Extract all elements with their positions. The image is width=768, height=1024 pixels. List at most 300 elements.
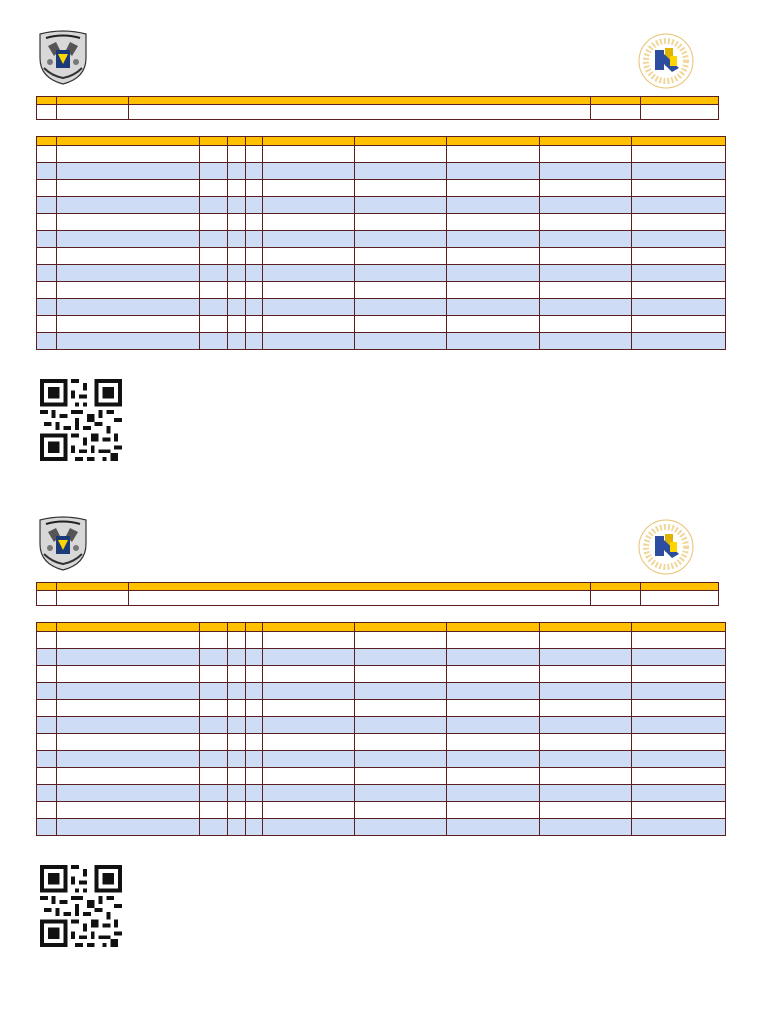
table-row	[37, 333, 726, 350]
grades-cell	[57, 683, 200, 700]
grades-cell	[246, 197, 263, 214]
grades-cell	[37, 700, 57, 717]
grades-cell	[57, 214, 200, 231]
grades-header-cell	[57, 137, 200, 146]
grades-cell	[355, 734, 447, 751]
grades-cell	[37, 333, 57, 350]
grades-header-cell	[37, 623, 57, 632]
grades-cell	[632, 146, 726, 163]
grades-cell	[447, 768, 540, 785]
grades-cell	[228, 683, 246, 700]
info-cell	[641, 591, 719, 606]
grades-cell	[632, 299, 726, 316]
table-row	[37, 768, 726, 785]
grades-cell	[57, 163, 200, 180]
grades-cell	[540, 632, 632, 649]
grades-cell	[57, 785, 200, 802]
grades-cell	[447, 180, 540, 197]
info-cell	[37, 105, 57, 120]
table-row	[37, 248, 726, 265]
info-header-cell	[129, 583, 591, 591]
grades-cell	[447, 146, 540, 163]
grades-cell	[200, 734, 228, 751]
grades-cell	[57, 180, 200, 197]
grades-header-cell	[228, 623, 246, 632]
student-info-table	[36, 582, 719, 606]
grades-cell	[200, 802, 228, 819]
grades-cell	[355, 751, 447, 768]
grades-header-cell	[447, 137, 540, 146]
table-row	[37, 666, 726, 683]
grades-cell	[200, 282, 228, 299]
grades-cell	[263, 231, 355, 248]
table-row	[37, 231, 726, 248]
info-cell	[129, 105, 591, 120]
grades-cell	[246, 734, 263, 751]
grades-cell	[200, 785, 228, 802]
unam-seal-icon	[34, 28, 92, 86]
info-cell	[37, 591, 57, 606]
grades-cell	[355, 214, 447, 231]
qr-code-icon	[40, 864, 122, 948]
grades-cell	[355, 180, 447, 197]
grades-cell	[540, 231, 632, 248]
grades-cell	[447, 299, 540, 316]
info-header-cell	[37, 583, 57, 591]
grades-cell	[355, 333, 447, 350]
grades-header-cell	[632, 137, 726, 146]
grades-cell	[447, 632, 540, 649]
grades-cell	[632, 802, 726, 819]
info-cell	[129, 591, 591, 606]
grades-cell	[246, 785, 263, 802]
grades-cell	[540, 265, 632, 282]
grades-cell	[37, 819, 57, 836]
grades-cell	[246, 717, 263, 734]
info-cell	[591, 105, 641, 120]
grades-cell	[263, 197, 355, 214]
grades-cell	[447, 717, 540, 734]
grades-cell	[263, 146, 355, 163]
unam-seal-icon	[34, 514, 92, 572]
table-row	[37, 146, 726, 163]
grades-header-cell	[200, 623, 228, 632]
grades-cell	[228, 802, 246, 819]
table-row	[37, 700, 726, 717]
grades-cell	[447, 683, 540, 700]
grades-cell	[228, 734, 246, 751]
grades-cell	[263, 180, 355, 197]
grades-cell	[200, 163, 228, 180]
grades-cell	[200, 717, 228, 734]
grades-cell	[540, 683, 632, 700]
grades-cell	[263, 299, 355, 316]
grades-table	[36, 622, 726, 836]
grades-cell	[200, 819, 228, 836]
grades-cell	[263, 717, 355, 734]
grades-cell	[37, 683, 57, 700]
grades-cell	[447, 802, 540, 819]
table-row	[37, 180, 726, 197]
grades-cell	[540, 785, 632, 802]
grades-cell	[200, 700, 228, 717]
grades-cell	[228, 163, 246, 180]
grades-cell	[263, 666, 355, 683]
info-header-row	[37, 583, 719, 591]
grades-cell	[632, 768, 726, 785]
grades-header-row	[37, 137, 726, 146]
grades-cell	[37, 649, 57, 666]
grades-cell	[37, 751, 57, 768]
grades-cell	[632, 333, 726, 350]
grades-cell	[57, 717, 200, 734]
grades-cell	[228, 197, 246, 214]
grades-cell	[263, 802, 355, 819]
grades-cell	[540, 751, 632, 768]
grades-cell	[540, 649, 632, 666]
table-row	[37, 751, 726, 768]
table-row	[37, 632, 726, 649]
grades-cell	[246, 666, 263, 683]
grades-cell	[200, 248, 228, 265]
grades-cell	[540, 197, 632, 214]
grades-cell	[37, 146, 57, 163]
grades-cell	[246, 231, 263, 248]
grades-cell	[57, 734, 200, 751]
grades-cell	[355, 717, 447, 734]
grades-cell	[57, 649, 200, 666]
grades-cell	[540, 768, 632, 785]
grades-cell	[57, 231, 200, 248]
grades-cell	[57, 282, 200, 299]
grades-cell	[632, 163, 726, 180]
grades-cell	[228, 248, 246, 265]
grades-cell	[228, 717, 246, 734]
grades-cell	[200, 751, 228, 768]
grades-cell	[246, 683, 263, 700]
grades-header-row	[37, 623, 726, 632]
grades-cell	[228, 751, 246, 768]
grades-cell	[540, 666, 632, 683]
grades-cell	[447, 333, 540, 350]
grades-cell	[447, 163, 540, 180]
grades-cell	[200, 214, 228, 231]
grades-cell	[447, 819, 540, 836]
grades-cell	[57, 248, 200, 265]
grades-cell	[228, 316, 246, 333]
grades-cell	[632, 819, 726, 836]
grades-cell	[263, 751, 355, 768]
table-row	[37, 649, 726, 666]
info-header-row	[37, 97, 719, 105]
grades-cell	[246, 265, 263, 282]
grades-cell	[632, 734, 726, 751]
grades-cell	[263, 163, 355, 180]
grades-header-cell	[632, 623, 726, 632]
qr-code-icon	[40, 378, 122, 462]
grades-cell	[355, 802, 447, 819]
info-header-cell	[591, 97, 641, 105]
grades-cell	[57, 316, 200, 333]
grades-cell	[200, 683, 228, 700]
report-section	[0, 486, 768, 981]
grades-cell	[57, 333, 200, 350]
grades-cell	[200, 265, 228, 282]
grades-cell	[37, 768, 57, 785]
grades-cell	[228, 146, 246, 163]
grades-header-cell	[246, 623, 263, 632]
grades-cell	[200, 632, 228, 649]
grades-cell	[200, 231, 228, 248]
grades-cell	[246, 180, 263, 197]
grades-cell	[228, 768, 246, 785]
info-cell	[591, 591, 641, 606]
grades-cell	[228, 666, 246, 683]
grades-cell	[540, 146, 632, 163]
grades-cell	[632, 265, 726, 282]
grades-cell	[37, 299, 57, 316]
grades-cell	[355, 683, 447, 700]
table-row	[37, 265, 726, 282]
grades-cell	[37, 248, 57, 265]
table-row	[37, 214, 726, 231]
grades-cell	[246, 282, 263, 299]
grades-cell	[540, 214, 632, 231]
grades-cell	[200, 649, 228, 666]
grades-cell	[355, 248, 447, 265]
grades-cell	[246, 768, 263, 785]
grades-cell	[447, 231, 540, 248]
grades-cell	[355, 632, 447, 649]
info-cell	[57, 591, 129, 606]
grades-cell	[246, 632, 263, 649]
table-row	[37, 785, 726, 802]
grades-cell	[200, 299, 228, 316]
grades-cell	[263, 683, 355, 700]
grades-cell	[540, 700, 632, 717]
grades-cell	[37, 632, 57, 649]
grades-cell	[57, 299, 200, 316]
grades-header-cell	[246, 137, 263, 146]
grades-cell	[632, 632, 726, 649]
grades-cell	[632, 717, 726, 734]
grades-cell	[447, 316, 540, 333]
grades-cell	[246, 700, 263, 717]
grades-cell	[355, 163, 447, 180]
table-row	[37, 163, 726, 180]
table-row	[37, 316, 726, 333]
grades-cell	[447, 700, 540, 717]
grades-cell	[228, 700, 246, 717]
grades-cell	[228, 214, 246, 231]
grades-cell	[355, 785, 447, 802]
grades-cell	[540, 717, 632, 734]
grades-cell	[228, 649, 246, 666]
grades-cell	[200, 666, 228, 683]
grades-cell	[263, 248, 355, 265]
grades-cell	[37, 717, 57, 734]
grades-cell	[263, 734, 355, 751]
grades-cell	[263, 768, 355, 785]
grades-cell	[228, 819, 246, 836]
grades-cell	[37, 316, 57, 333]
grades-cell	[57, 768, 200, 785]
grades-cell	[632, 214, 726, 231]
grades-cell	[228, 299, 246, 316]
grades-header-cell	[200, 137, 228, 146]
info-header-cell	[129, 97, 591, 105]
grades-cell	[540, 316, 632, 333]
grades-cell	[246, 163, 263, 180]
grades-cell	[246, 819, 263, 836]
grades-cell	[37, 197, 57, 214]
grades-cell	[632, 316, 726, 333]
grades-cell	[246, 751, 263, 768]
grades-cell	[37, 734, 57, 751]
grades-header-cell	[540, 137, 632, 146]
grades-cell	[263, 316, 355, 333]
grades-cell	[200, 146, 228, 163]
grades-cell	[632, 785, 726, 802]
grades-cell	[200, 316, 228, 333]
grades-cell	[447, 751, 540, 768]
grades-cell	[37, 163, 57, 180]
grades-cell	[263, 632, 355, 649]
grades-cell	[632, 700, 726, 717]
grades-cell	[355, 146, 447, 163]
grades-cell	[632, 231, 726, 248]
grades-cell	[263, 700, 355, 717]
grades-cell	[355, 231, 447, 248]
grades-cell	[355, 700, 447, 717]
report-section	[0, 0, 768, 495]
grades-cell	[540, 802, 632, 819]
grades-header-cell	[540, 623, 632, 632]
grades-cell	[632, 197, 726, 214]
table-row	[37, 683, 726, 700]
grades-cell	[37, 180, 57, 197]
grades-cell	[37, 666, 57, 683]
grades-cell	[540, 299, 632, 316]
grades-cell	[246, 802, 263, 819]
grades-cell	[246, 316, 263, 333]
table-row	[37, 734, 726, 751]
grades-cell	[263, 282, 355, 299]
info-data-row	[37, 105, 719, 120]
grades-cell	[200, 180, 228, 197]
cch-logo-icon	[634, 518, 698, 576]
grades-header-cell	[447, 623, 540, 632]
table-row	[37, 299, 726, 316]
grades-cell	[540, 248, 632, 265]
grades-cell	[447, 197, 540, 214]
grades-cell	[632, 248, 726, 265]
grades-cell	[57, 751, 200, 768]
grades-cell	[246, 214, 263, 231]
table-row	[37, 717, 726, 734]
grades-cell	[263, 649, 355, 666]
grades-cell	[540, 163, 632, 180]
grades-cell	[246, 299, 263, 316]
info-header-cell	[591, 583, 641, 591]
grades-cell	[57, 146, 200, 163]
grades-cell	[228, 231, 246, 248]
grades-cell	[263, 265, 355, 282]
grades-cell	[57, 802, 200, 819]
grades-cell	[246, 146, 263, 163]
grades-cell	[57, 666, 200, 683]
grades-cell	[37, 231, 57, 248]
grades-cell	[355, 666, 447, 683]
grades-cell	[57, 265, 200, 282]
table-row	[37, 819, 726, 836]
cch-logo-icon	[634, 32, 698, 90]
grades-cell	[228, 333, 246, 350]
grades-cell	[447, 649, 540, 666]
grades-cell	[246, 333, 263, 350]
grades-cell	[263, 785, 355, 802]
grades-cell	[37, 282, 57, 299]
grades-cell	[57, 197, 200, 214]
grades-cell	[37, 802, 57, 819]
grades-cell	[447, 785, 540, 802]
grades-cell	[447, 265, 540, 282]
grades-cell	[540, 333, 632, 350]
grades-cell	[632, 751, 726, 768]
info-header-cell	[57, 583, 129, 591]
grades-cell	[200, 197, 228, 214]
grades-cell	[355, 282, 447, 299]
grades-cell	[228, 265, 246, 282]
grades-cell	[355, 819, 447, 836]
grades-cell	[540, 282, 632, 299]
grades-cell	[447, 734, 540, 751]
grades-cell	[57, 819, 200, 836]
grades-cell	[228, 785, 246, 802]
grades-cell	[447, 214, 540, 231]
info-cell	[57, 105, 129, 120]
grades-header-cell	[355, 137, 447, 146]
grades-cell	[246, 248, 263, 265]
grades-table	[36, 136, 726, 350]
info-cell	[641, 105, 719, 120]
grades-header-cell	[263, 137, 355, 146]
table-row	[37, 282, 726, 299]
grades-cell	[228, 180, 246, 197]
grades-header-cell	[355, 623, 447, 632]
grades-cell	[37, 214, 57, 231]
grades-cell	[447, 248, 540, 265]
grades-cell	[355, 299, 447, 316]
grades-cell	[632, 666, 726, 683]
info-header-cell	[641, 97, 719, 105]
grades-cell	[355, 265, 447, 282]
grades-cell	[540, 819, 632, 836]
grades-cell	[37, 785, 57, 802]
grades-cell	[263, 333, 355, 350]
grades-cell	[447, 282, 540, 299]
table-row	[37, 197, 726, 214]
grades-cell	[200, 768, 228, 785]
grades-cell	[246, 649, 263, 666]
grades-cell	[37, 265, 57, 282]
grades-cell	[540, 734, 632, 751]
grades-header-cell	[37, 137, 57, 146]
grades-cell	[355, 197, 447, 214]
grades-cell	[228, 282, 246, 299]
grades-cell	[200, 333, 228, 350]
grades-cell	[355, 768, 447, 785]
